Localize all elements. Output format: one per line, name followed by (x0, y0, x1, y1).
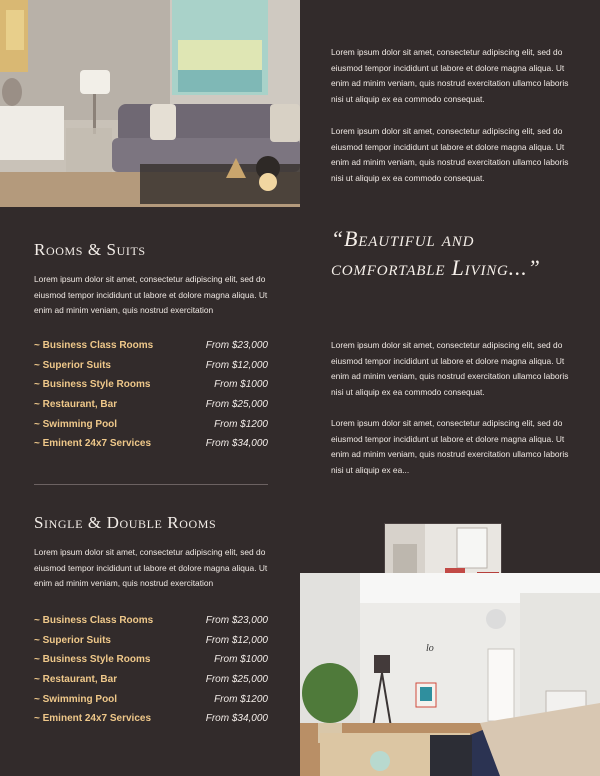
price-row (34, 689, 268, 709)
right-paragraph-1: Lorem ipsum dolor sit amet, consectetur adipiscing elit, sed do eiusmod tempor incididunt ut labore et dolore magna aliqua. Ut enim ad minim veniam, quis nostrud exercitation ullamco laboris nisi ut aliquip ex ea commodo consequat. (331, 340, 569, 397)
doubles-description: Lorem ipsum dolor sit amet, consectetur adipiscing elit, sed do eiusmod tempor incididunt ut labore et dolore magna aliqua. Ut enim ad minim veniam, quis nostrud exercitation (34, 547, 268, 589)
price-item-name: ~ Superior Suits (34, 635, 111, 646)
price-row (34, 670, 268, 690)
price-item-name: ~ Superior Suits (34, 360, 111, 371)
living-room-photo (0, 0, 300, 207)
price-item-name: ~ Swimming Pool (34, 419, 117, 430)
doubles-heading: Single & Double Rooms (34, 513, 217, 532)
price-row (34, 395, 268, 415)
price-item-name: ~ Restaurant, Bar (34, 674, 117, 685)
rooms-price-list (34, 336, 268, 454)
price-row (34, 611, 268, 631)
price-row (34, 414, 268, 434)
price-row (34, 650, 268, 670)
price-item-value: From $23,000 (205, 615, 268, 627)
intro-paragraph-1: Lorem ipsum dolor sit amet, consectetur adipiscing elit, sed do eiusmod tempor incididunt ut labore et dolore magna aliqua. Ut enim ad minim veniam, quis nostrud exercitation ullamco laboris nisi ut aliquip ex ea commodo consequat. (331, 47, 569, 104)
price-item-value: From $34,000 (205, 438, 268, 450)
right-paragraph-2: Lorem ipsum dolor sit amet, consectetur adipiscing elit, sed do eiusmod tempor incididunt ut labore et dolore magna aliqua. Ut enim ad minim veniam, quis nostrud exercitation ullamco laboris nisi ut aliquip ex ea... (331, 418, 569, 475)
price-row (34, 709, 268, 729)
price-item-value: From $1000 (214, 379, 268, 391)
price-item-name: ~ Business Class Rooms (34, 340, 153, 351)
price-item-value: From $25,000 (205, 674, 268, 686)
price-item-name: ~ Business Style Rooms (34, 379, 150, 390)
price-row (34, 356, 268, 376)
price-item-value: From $12,000 (205, 634, 268, 646)
price-item-value: From $25,000 (205, 399, 268, 411)
svg-text:lo: lo (426, 643, 434, 654)
price-item-name: ~ Eminent 24x7 Services (34, 438, 151, 449)
price-item-value: From $1200 (214, 418, 268, 430)
price-item-value: From $23,000 (205, 340, 268, 352)
price-row (34, 631, 268, 651)
price-row (34, 336, 268, 356)
bedroom-photo (300, 573, 600, 776)
price-item-name: ~ Swimming Pool (34, 694, 117, 705)
price-item-name: ~ Eminent 24x7 Services (34, 713, 151, 724)
price-item-value: From $1000 (214, 654, 268, 666)
rooms-heading: Rooms & Suits (34, 240, 146, 259)
price-item-value: From $34,000 (205, 713, 268, 725)
price-row (34, 434, 268, 454)
doubles-price-list (34, 611, 268, 729)
rooms-description: Lorem ipsum dolor sit amet, consectetur adipiscing elit, sed do eiusmod tempor incididunt ut labore et dolore magna aliqua. Ut enim ad minim veniam, quis nostrud exercitation (34, 274, 268, 316)
pull-quote: “Beautiful and comfortable Living...” (331, 226, 541, 280)
price-row (34, 375, 268, 395)
price-item-name: ~ Business Class Rooms (34, 615, 153, 626)
price-item-name: ~ Business Style Rooms (34, 654, 150, 665)
price-item-value: From $1200 (214, 693, 268, 705)
intro-paragraph-2: Lorem ipsum dolor sit amet, consectetur adipiscing elit, sed do eiusmod tempor incididunt ut labore et dolore magna aliqua. Ut enim ad minim veniam, quis nostrud exercitation ullamco laboris nisi ut aliquip ex ea commodo consequat. (331, 126, 569, 183)
price-item-value: From $12,000 (205, 359, 268, 371)
section-divider (34, 484, 268, 485)
price-item-name: ~ Restaurant, Bar (34, 399, 117, 410)
